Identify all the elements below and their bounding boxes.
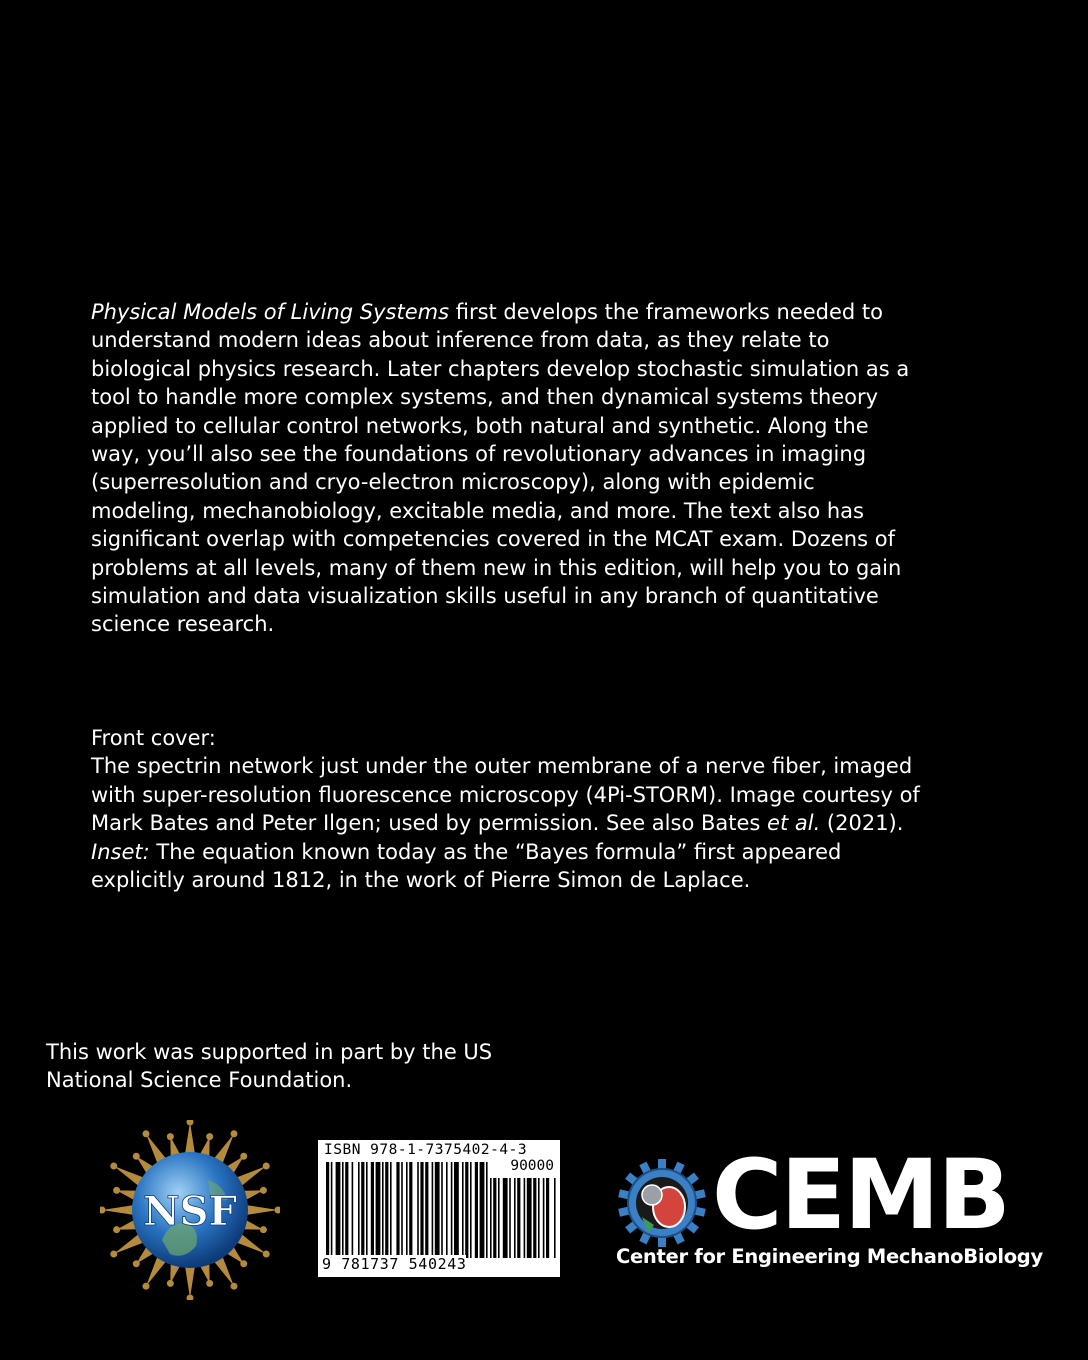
nsf-ray-tip <box>133 1153 140 1160</box>
nsf-ray-tip <box>143 1130 150 1137</box>
nsf-ray-tip <box>100 1207 106 1214</box>
nsf-logo-text: NSF <box>143 1188 237 1235</box>
nsf-ray-tip <box>231 1130 238 1137</box>
nsf-ray <box>185 1266 195 1298</box>
cover-credit-heading: Front cover: <box>91 726 216 750</box>
barcode-bar <box>371 1162 374 1258</box>
barcode-bar <box>396 1162 399 1258</box>
cemb-subtitle: Center for Engineering MechanoBiology <box>616 1245 1043 1268</box>
barcode-bar <box>446 1162 448 1258</box>
barcode-bar <box>462 1162 464 1258</box>
barcode-bar <box>465 1162 468 1258</box>
support-note: This work was supported in part by the US National Science Foundation. <box>46 1040 493 1093</box>
nsf-ray-tip <box>206 1280 213 1287</box>
cover-credit-part1: The spectrin network just under the outer membrane of a nerve fiber, imaged with super-resolution fluorescence microscopy (4Pi-STORM). Image courtesy of Mark Bates and Peter Ilgen; used by permission. See also Bates <box>91 754 920 836</box>
nsf-ray-tip <box>260 1226 267 1233</box>
inset-label: Inset: <box>91 839 150 864</box>
nsf-ray-tip <box>143 1283 150 1290</box>
cemb-wordmark: CEMB <box>712 1139 1009 1251</box>
description-body: first develops the frameworks needed to understand modern ideas about inference from data, as they relate to biological physics research. Later chapters develop stochastic simulation as a tool to handle more complex systems, and then dynamical systems theory applied to cellular control networks, both natural and synthetic. Along the way, you’ll also see the foundations of revolutionary advances in imaging (superresolution and cryo-electron microscopy), along with epidemic modeling, mechanobiology, excitable media, and more. The text also has significant overlap with competencies covered in the MCAT exam. Dozens of problems at all levels, many of them new in this edition, will help you to gain simulation and data visualization skills useful in any branch of quantitative science research. <box>91 300 910 637</box>
cover-credit-text <box>91 752 921 837</box>
isbn-barcode <box>318 1140 560 1277</box>
barcode-bar <box>432 1162 434 1258</box>
book-title: Physical Models of Living Systems <box>91 300 450 324</box>
cemb-gear-icon <box>614 1155 710 1251</box>
isbn-label: ISBN 978-1-7375402-4-3 <box>324 1142 528 1158</box>
nsf-ray-tip <box>187 1120 194 1126</box>
nsf-ray-tip <box>167 1133 174 1140</box>
inset-text: The equation known today as the “Bayes formula” first appeared explicitly around 1812, in the work of Pierre Simon de Laplace. <box>91 839 842 893</box>
description-paragraph <box>91 298 921 639</box>
barcode-addon-bar <box>498 1178 500 1258</box>
nsf-ray-tip <box>263 1163 270 1170</box>
barcode-bar <box>376 1162 381 1258</box>
nsf-ray-tip <box>113 1187 120 1194</box>
nsf-ray-tip <box>263 1251 270 1258</box>
barcode-bar <box>435 1162 440 1258</box>
barcode-addon-bar <box>517 1178 520 1258</box>
barcode-addon-bar <box>554 1178 556 1258</box>
barcode-bar <box>425 1162 428 1258</box>
barcode-bar <box>420 1162 423 1258</box>
barcode-addon-bar <box>527 1178 532 1258</box>
barcode-bar <box>417 1162 419 1258</box>
barcode-bar <box>326 1162 329 1258</box>
barcode-addon-bar <box>509 1178 511 1258</box>
nsf-ray-tip <box>240 1260 247 1267</box>
barcode-addon-bar <box>546 1178 549 1258</box>
et-al: et al. <box>767 811 821 836</box>
nsf-ray-tip <box>167 1280 174 1287</box>
barcode-bar <box>342 1162 344 1258</box>
barcode-bar <box>451 1162 453 1258</box>
inset-credit <box>91 838 921 895</box>
barcode-bar <box>366 1162 368 1258</box>
barcode-addon-bar <box>543 1178 545 1258</box>
barcode-bar <box>345 1162 348 1258</box>
barcode-addon-bar <box>524 1178 526 1258</box>
barcode-bar <box>358 1162 360 1258</box>
nsf-ray-tip <box>240 1153 247 1160</box>
barcode-addon-bar <box>538 1178 540 1258</box>
barcode-bar <box>382 1162 384 1258</box>
barcode-digits: 9 781737 540243 <box>322 1255 467 1273</box>
nsf-ray-tip <box>133 1260 140 1267</box>
barcode-bar <box>336 1162 341 1258</box>
nsf-ray-tip <box>275 1207 281 1214</box>
barcode-bar <box>486 1162 488 1258</box>
barcode-bar <box>475 1162 478 1258</box>
barcode-bar <box>401 1162 403 1258</box>
nsf-ray <box>185 1122 195 1154</box>
cover-credit-part2: (2021). <box>820 811 904 836</box>
price-code: 90000 <box>510 1158 554 1174</box>
nsf-ray-tip <box>187 1295 194 1301</box>
barcode-bar <box>470 1162 472 1258</box>
barcode-addon-bar <box>533 1178 536 1258</box>
barcode-bar <box>331 1162 333 1258</box>
barcode-addon-bar <box>493 1178 496 1258</box>
barcode-bar <box>361 1162 364 1258</box>
nsf-logo <box>100 1120 280 1300</box>
cover-credit <box>91 724 921 894</box>
barcode-bar <box>480 1162 485 1258</box>
barcode-bar <box>352 1162 354 1258</box>
nsf-ray-tip <box>260 1187 267 1194</box>
barcode-bar <box>390 1162 392 1258</box>
barcode-bar <box>441 1162 443 1258</box>
nsf-ray-tip <box>110 1163 117 1170</box>
barcode-bar <box>385 1162 388 1258</box>
nsf-ray <box>246 1205 278 1215</box>
nsf-ray-tip <box>113 1226 120 1233</box>
nsf-ray <box>102 1205 134 1215</box>
barcode-addon-bar <box>503 1178 508 1258</box>
barcode-bar <box>409 1162 412 1258</box>
barcode-addon-bar <box>490 1178 492 1258</box>
nsf-ray-tip <box>231 1283 238 1290</box>
nsf-ray-tip <box>206 1133 213 1140</box>
barcode-addon-bar <box>514 1178 516 1258</box>
barcode-bar <box>454 1162 459 1258</box>
nsf-ray-tip <box>110 1251 117 1258</box>
barcode-bar <box>406 1162 408 1258</box>
